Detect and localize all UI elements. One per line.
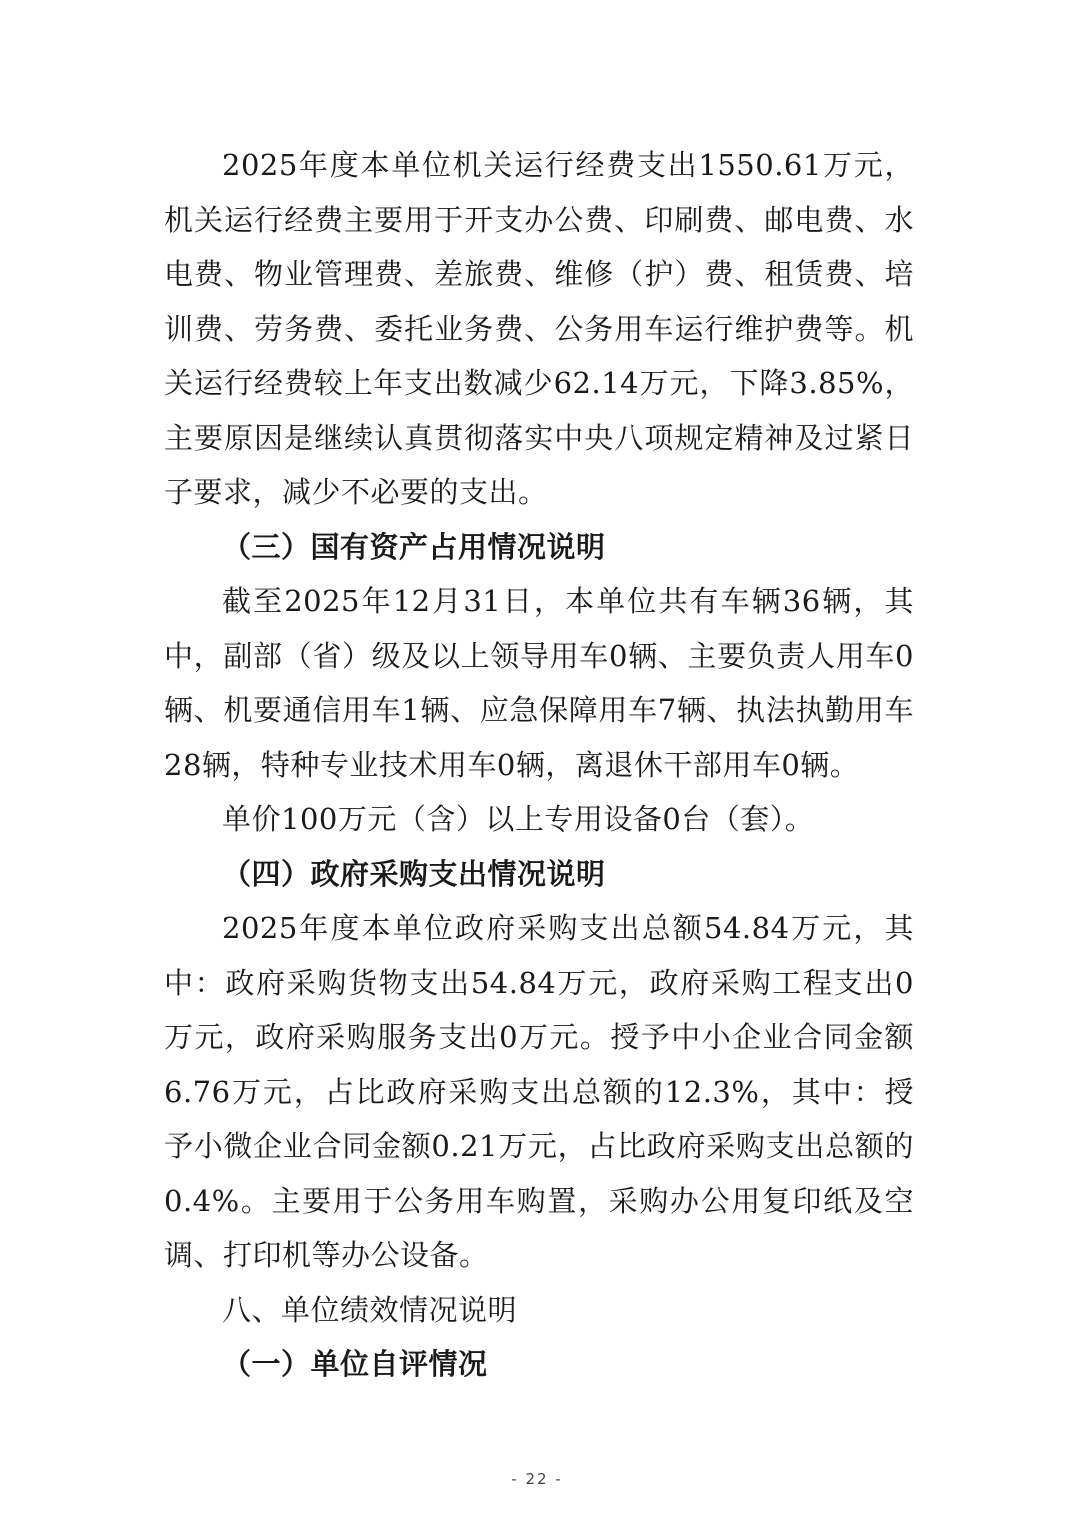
section-heading-state-assets: （三）国有资产占用情况说明 xyxy=(222,529,606,564)
paragraph-equipment: 单价100万元（含）以上专用设备0台（套）。 xyxy=(222,802,815,836)
paragraph-vehicles: 截至2025年12月31日，本单位共有车辆36辆，其中，副部（省）级及以上领导用车0辆、主要负责人用车0辆、机要通信用车1辆、应急保障用车7辆、执法执勤用车28辆，特种专业技术用车0辆，离退休干部用车0辆。 xyxy=(164,584,914,782)
paragraph-procurement: 2025年度本单位政府采购支出总额54.84万元，其中：政府采购货物支出54.84万元，政府采购工程支出0万元，政府采购服务支出0万元。授予中小企业合同金额6.76万元，占比政府采购支出总额的12.3%，其中：授予小微企业合同金额0.21万元，占比政府采购支出总额的0.4%。主要用于公务用车购置，采购办公用复印纸及空调、打印机等办公设备。 xyxy=(164,911,914,1272)
page-number: - 22 - xyxy=(511,1470,563,1488)
paragraph-operating-expenses: 2025年度本单位机关运行经费支出1550.61万元，机关运行经费主要用于开支办公费、印刷费、邮电费、水电费、物业管理费、差旅费、维修（护）费、租赁费、培训费、劳务费、委托业务费、公务用车运行维护费等。机关运行经费较上年支出数减少62.14万元，下降3.85%，主要原因是继续认真贯彻落实中央八项规定精神及过紧日子要求，减少不必要的支出。 xyxy=(164,148,914,509)
document-body xyxy=(164,138,914,1392)
chapter-heading-performance: 八、单位绩效情况说明 xyxy=(222,1292,518,1327)
section-heading-self-evaluation: （一）单位自评情况 xyxy=(222,1347,488,1381)
section-heading-procurement: （四）政府采购支出情况说明 xyxy=(222,856,606,891)
